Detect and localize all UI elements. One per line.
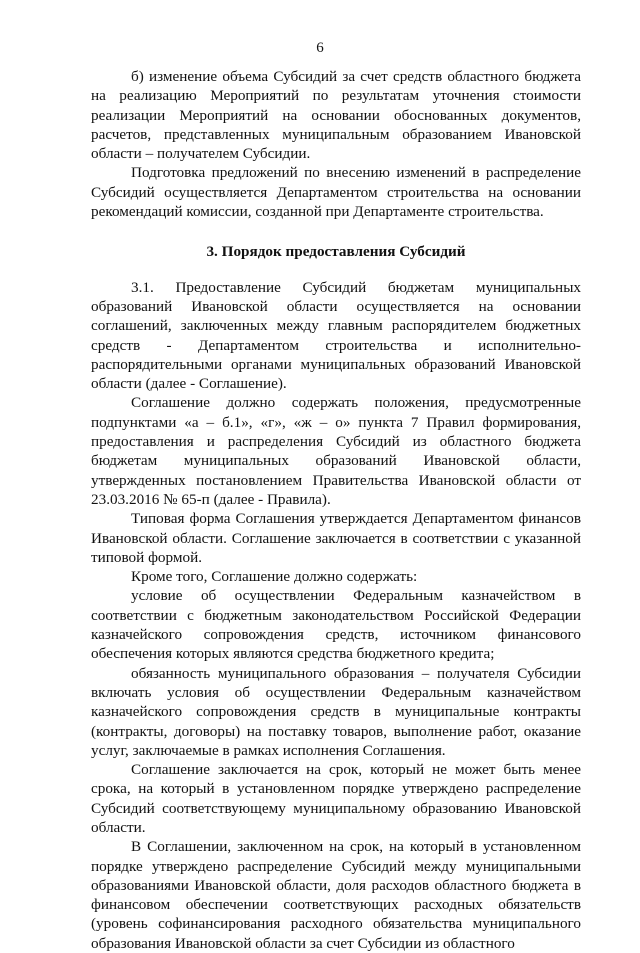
paragraph-3-1-provision: 3.1. Предоставление Субсидий бюджетам муниципальных образований Ивановской области осуществляется на основании соглашений, заключенных между главным распорядителем бюджетных средств - Департаментом строительства и исполнительно-распорядительными органами муниципальных образований Ивановской области (далее - Соглашение). bbox=[91, 278, 581, 393]
paragraph-cofinancing-share: В Соглашении, заключенном на срок, на который в установленном порядке утверждено распределение Субсидий между муниципальными образованиями Ивановской области, доля расходов областного бюджета в финансовом обеспечении соответствующих расходных обязательств (уровень софинансирования расходного обязательства муниципального образования Ивановской области за счет Субсидии из областного bbox=[91, 838, 581, 952]
paragraph-standard-form: Типовая форма Соглашения утверждается Департаментом финансов Ивановской области. Соглашение заключается в соответствии с указанной типовой формой. bbox=[91, 510, 581, 566]
document-body bbox=[91, 67, 581, 953]
paragraph-agreement-term: Соглашение заключается на срок, который не может быть менее срока, на который в установленном порядке утверждено распределение Субсидий соответствующему муниципальному образованию Ивановской области. bbox=[91, 761, 581, 836]
section-heading: 3. Порядок предоставления Субсидий bbox=[206, 243, 466, 261]
paragraph-treasury-condition: условие об осуществлении Федеральным казначейством в соответствии с бюджетным законодательством Российской Федерации казначейского сопровождения средств, источником финансового обеспечения которых являются средства бюджетного кредита; bbox=[91, 587, 581, 663]
paragraph-subsidy-volume-change: б) изменение объема Субсидий за счет средств областного бюджета на реализацию Мероприятий по результатам уточнения стоимости реализации Мероприятий на основании обоснованных документов, расчетов, представленных муниципальным образованием Ивановской области – получателем Субсидии. bbox=[91, 68, 581, 163]
paragraph-municipal-obligation: обязанность муниципального образования – получателя Субсидии включать условия об осуществлении Федеральным казначейством казначейского сопровождения средств в муниципальные контракты (контракты, договоры) на поставку товаров, выполнение работ, оказание услуг, заключаемые в рамках исполнения Соглашения. bbox=[91, 664, 581, 759]
paragraph-additionally: Кроме того, Соглашение должно содержать: bbox=[131, 568, 418, 586]
paragraph-distribution-proposals: Подготовка предложений по внесению изменений в распределение Субсидий осуществляется Департаментом строительства на основании рекомендаций комиссии, созданной при Департаменте строительства. bbox=[91, 164, 581, 221]
page-number: 6 bbox=[316, 40, 324, 56]
paragraph-agreement-provisions: Соглашение должно содержать положения, предусмотренные подпунктами «а – б.1», «г», «ж – о» пункта 7 Правил формирования, предоставления и распределения Субсидий из областного бюджета бюджетам муниципальных образований Ивановской области, утвержденных постановлением Правительства Ивановской области от 23.03.2016 № 65-п (далее - Правила). bbox=[91, 394, 581, 508]
